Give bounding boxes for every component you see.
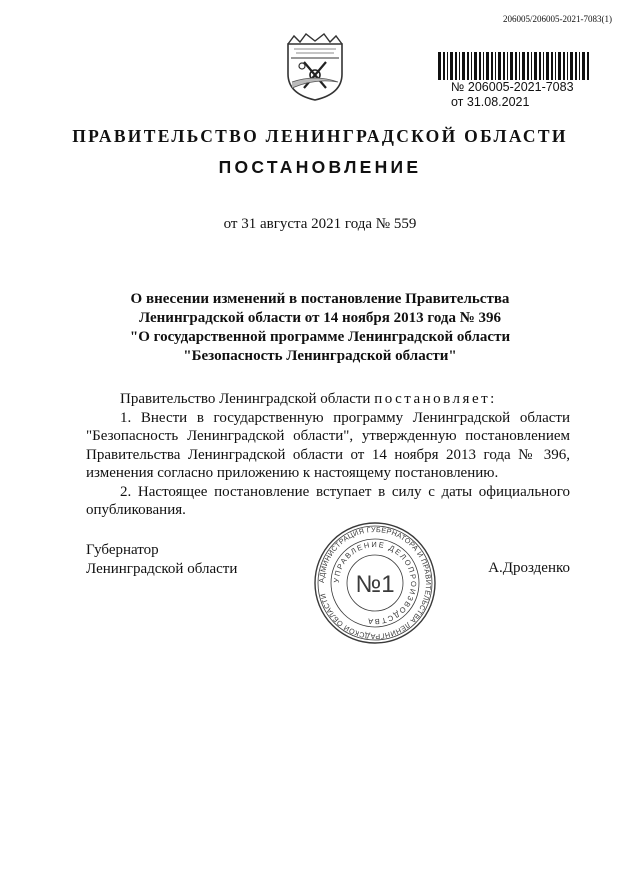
document-date-number: от 31 августа 2021 года № 559 xyxy=(223,216,417,232)
barcode-bar xyxy=(450,52,453,80)
barcode-bar xyxy=(534,52,537,80)
barcode-bar xyxy=(579,52,580,80)
intro-paragraph xyxy=(86,390,570,409)
paragraph-1-line: "Безопасность Ленинградской области", утвержденную постановлением xyxy=(86,428,570,444)
document-code: 206005/206005-2021-7083(1) xyxy=(503,14,612,24)
paragraph-1-line: 1. Внести в государственную программу Ленинградской области xyxy=(120,409,570,426)
intro-text: Правительство Ленинградской области xyxy=(120,391,371,407)
barcode-bar xyxy=(570,52,573,80)
barcode-bar xyxy=(507,52,508,80)
seal-inner-text: УПРАВЛЕНИЕ ДЕЛОПРОИЗВОДСТВА xyxy=(331,539,419,627)
barcode-bar xyxy=(503,52,505,80)
barcode-bar xyxy=(479,52,481,80)
paragraph-2-line: 2. Настоящее постановление вступает в силу с даты официального xyxy=(120,483,570,500)
barcode-bar xyxy=(510,52,513,80)
seal-center-number: №1 xyxy=(355,571,395,598)
signer-title-line: Губернатор xyxy=(86,542,159,558)
barcode-bar xyxy=(555,52,556,80)
barcode-bar xyxy=(495,52,496,80)
barcode-bar xyxy=(558,52,561,80)
barcode-bar xyxy=(567,52,568,80)
barcode-bar xyxy=(438,52,441,80)
seal-outer-text: АДМИНИСТРАЦИЯ ГУБЕРНАТОРА И ПРАВИТЕЛЬСТВА ЛЕНИНГРАДСКОЙ ОБЛАСТИ xyxy=(316,524,434,642)
barcode-bar xyxy=(531,52,532,80)
barcode-bar xyxy=(455,52,457,80)
barcode-bar xyxy=(474,52,477,80)
barcode-bar xyxy=(515,52,517,80)
official-seal xyxy=(313,521,437,645)
paragraph-2-line: опубликования. xyxy=(86,502,186,518)
barcode-bar xyxy=(447,52,448,80)
barcode-bar xyxy=(522,52,525,80)
barcode-bar xyxy=(563,52,565,80)
organization-name: ПРАВИТЕЛЬСТВО ЛЕНИНГРАДСКОЙ ОБЛАСТИ xyxy=(72,126,568,146)
barcode-bar xyxy=(491,52,493,80)
paragraph-1-line: Правительства Ленинградской области от 14 ноября 2013 года № 396, xyxy=(86,446,570,463)
barcode-bar xyxy=(539,52,541,80)
intro-verb: постановляет: xyxy=(374,391,497,407)
signer-title-line: Ленинградской области xyxy=(86,561,238,577)
document-body xyxy=(86,390,570,520)
barcode-bar xyxy=(546,52,549,80)
title-line: "Безопасность Ленинградской области" xyxy=(183,348,457,364)
registration-date: от 31.08.2021 xyxy=(451,95,530,109)
barcode-bar xyxy=(551,52,553,80)
document-type: ПОСТАНОВЛЕНИЕ xyxy=(218,157,422,177)
barcode-bar xyxy=(462,52,465,80)
barcode-bar xyxy=(459,52,460,80)
barcode-bar xyxy=(467,52,469,80)
signer-name: А.Дрозденко xyxy=(488,560,570,576)
signer-title xyxy=(86,541,237,579)
title-line: Ленинградской области от 14 ноября 2013 года № 396 xyxy=(138,310,502,326)
barcode-bar xyxy=(543,52,544,80)
barcode-bar xyxy=(582,52,585,80)
barcode xyxy=(438,52,590,80)
barcode-bar xyxy=(498,52,501,80)
barcode-bar xyxy=(587,52,589,80)
barcode-bar xyxy=(471,52,472,80)
registration-number: № 206005-2021-7083 xyxy=(451,80,574,94)
barcode-bar xyxy=(486,52,489,80)
title-line: О внесении изменений в постановление Правительства xyxy=(130,291,510,307)
coat-of-arms-icon xyxy=(284,30,346,102)
barcode-bar xyxy=(483,52,484,80)
barcode-bar xyxy=(575,52,577,80)
barcode-bar xyxy=(443,52,445,80)
barcode-bar xyxy=(527,52,529,80)
barcode-bar xyxy=(519,52,520,80)
paragraph-1-line: изменения согласно приложению к настоящему постановлению. xyxy=(86,465,499,481)
title-line: "О государственной программе Ленинградской области xyxy=(129,329,511,345)
document-title xyxy=(90,290,550,366)
